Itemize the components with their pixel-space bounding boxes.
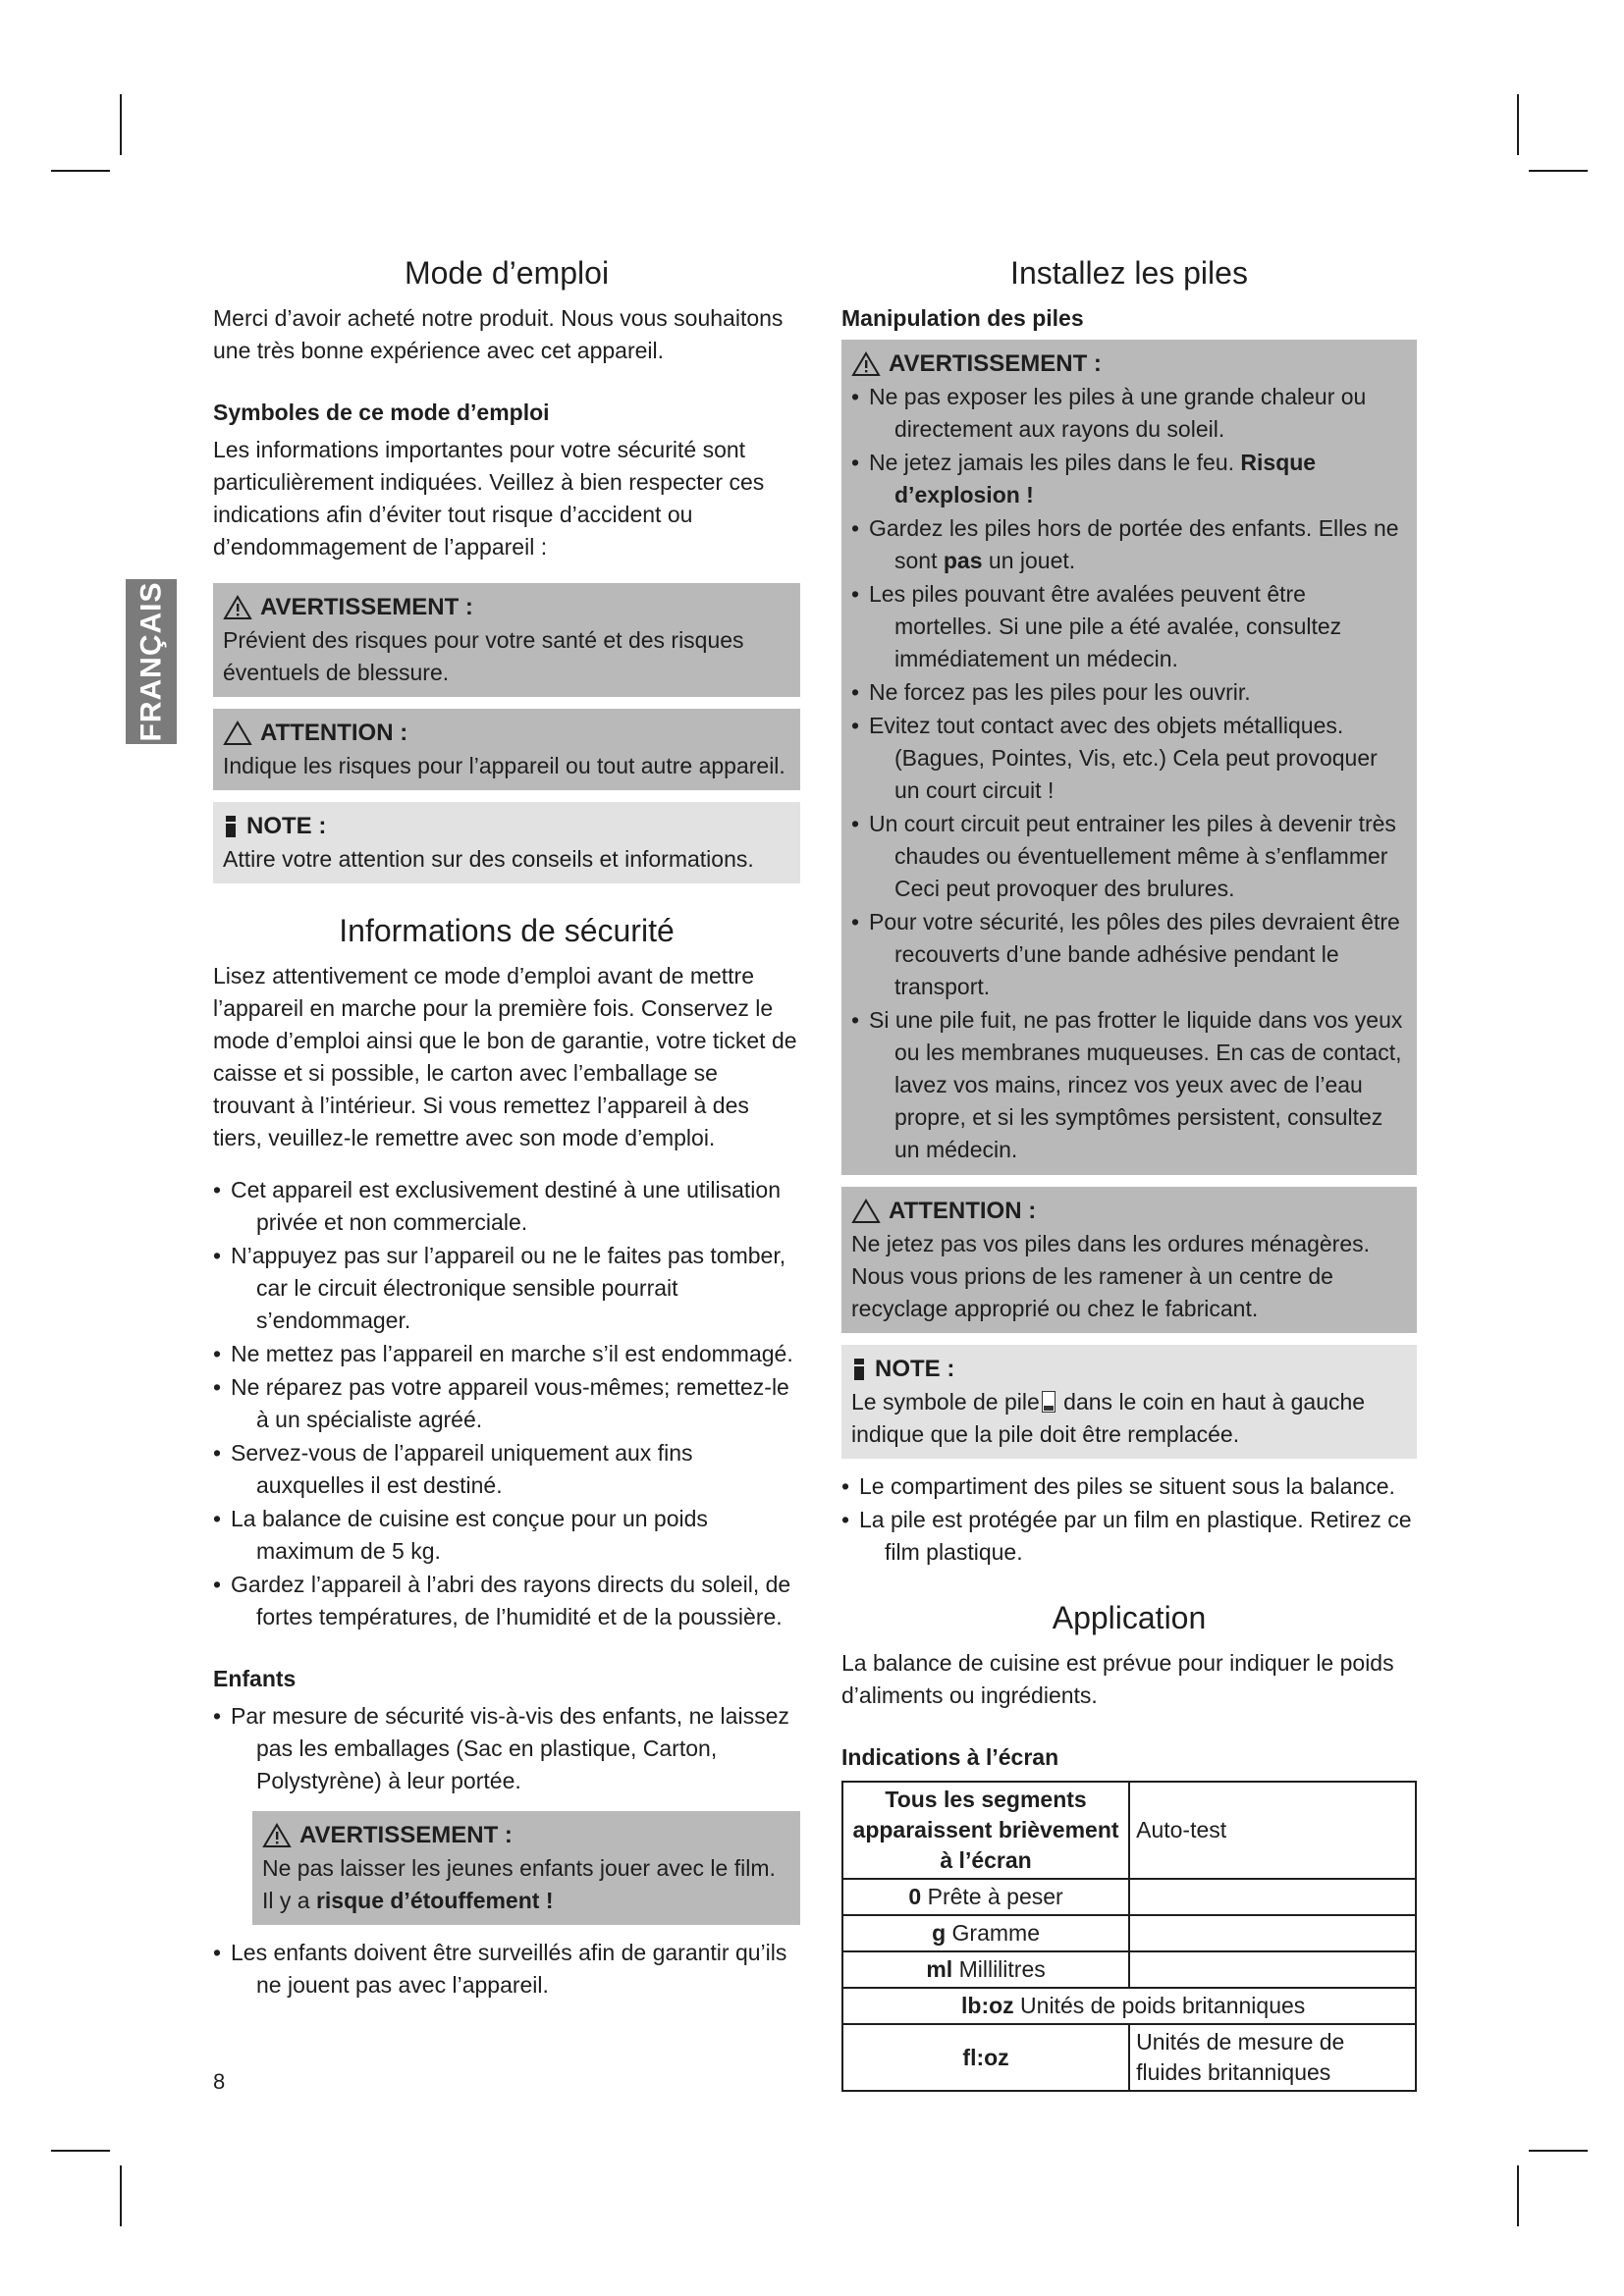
application-text: La balance de cuisine est prévue pour indiquer le poids d’aliments ou ingrédients. <box>841 1650 1394 1708</box>
display-symbol: Tous les segments apparaissent brièvement à l’écran <box>852 1787 1119 1873</box>
table-cell-symbol <box>842 1782 1129 1879</box>
list-item: • N’appuyez pas sur l’appareil ou ne le faites pas tomber, car le circuit électronique sensible pourrait s’endommager. <box>213 1240 800 1337</box>
display-heading: Indications à l’écran <box>841 1744 1059 1770</box>
table-cell-desc: Unités de mesure de fluides britanniques <box>1129 2024 1416 2091</box>
warning-box <box>213 583 800 697</box>
list-item: • Si une pile fuit, ne pas frotter le liquide dans vos yeux ou les membranes muqueuses. En cas de contact, lavez vos mains, rincez vos yeux avec de l’eau propre, et si les symptômes persistent, consultez un médecin. <box>851 1004 1407 1166</box>
table-row <box>842 1951 1416 1988</box>
list-item: • Un court circuit peut entrainer les piles à devenir très chaudes ou éventuellement même à s’enflammer Ceci peut provoquer des brulures. <box>851 808 1407 905</box>
table-cell-desc <box>1129 1915 1416 1951</box>
crop-mark <box>120 2165 122 2226</box>
warning-title: AVERTISSEMENT : <box>260 594 473 620</box>
list-item-text: Gardez les piles hors de portée des enfants. Elles ne sont <box>869 515 1399 573</box>
children-warning-paragraph <box>262 1852 790 1917</box>
display-label: Gramme <box>946 1920 1040 1946</box>
language-tab-label: FRANÇAIS <box>135 581 167 742</box>
list-item: • La pile est protégée par un film en plastique. Retirez ce film plastique. <box>841 1504 1417 1569</box>
table-cell-symbol <box>842 2024 1129 2091</box>
batteries-title: Installez les piles <box>1010 255 1248 291</box>
table-cell-symbol <box>842 1951 1129 1988</box>
battery-attention-title: ATTENTION : <box>889 1198 1037 1224</box>
list-item: • Par mesure de sécurité vis-à-vis des enfants, ne laissez pas les emballages (Sac en plastique, Carton, Polystyrène) à leur portée. <box>213 1700 800 1797</box>
attention-title: ATTENTION : <box>260 720 408 746</box>
list-item-bold: pas <box>943 548 983 573</box>
children-warning-box <box>252 1811 800 1925</box>
attention-triangle-icon <box>223 721 252 746</box>
table-cell-symbol <box>842 1988 1416 2024</box>
battery-warning-title: AVERTISSEMENT : <box>889 350 1102 377</box>
battery-warning-title-row <box>851 347 1407 381</box>
battery-attention-box <box>841 1187 1417 1333</box>
children-warning-title-row <box>262 1819 790 1852</box>
crop-mark <box>1517 2165 1519 2226</box>
table-row <box>842 1988 1416 2024</box>
crop-mark <box>120 94 122 155</box>
handling-heading: Manipulation des piles <box>841 305 1084 331</box>
display-symbol: g <box>932 1920 947 1946</box>
children-heading: Enfants <box>213 1666 297 1691</box>
battery-note-text: dans le coin en haut à gauche indique que la pile doit être remplacée. <box>851 1389 1366 1447</box>
symbols-heading: Symboles de ce mode d’emploi <box>213 400 550 425</box>
list-item: • Le compartiment des piles se situent sous la balance. <box>841 1470 1417 1503</box>
attention-text: Indique les risques pour l’appareil ou tout autre appareil. <box>223 753 785 778</box>
table-row <box>842 2024 1416 2091</box>
list-item-text: Ne jetez jamais les piles dans le feu. <box>869 450 1241 475</box>
list-item: • Servez-vous de l’appareil uniquement aux fins auxquelles il est destiné. <box>213 1437 800 1502</box>
display-table <box>841 1781 1417 2092</box>
note-text: Attire votre attention sur des conseils et informations. <box>223 846 754 872</box>
battery-icon <box>1042 1391 1056 1413</box>
list-item: • Ne mettez pas l’appareil en marche s’il est endommagé. <box>213 1338 800 1370</box>
attention-title-row <box>223 717 790 750</box>
list-item: • Ne forcez pas les piles pour les ouvrir. <box>851 676 1407 709</box>
manual-title: Mode d’emploi <box>404 255 610 291</box>
table-cell-desc <box>1129 1879 1416 1915</box>
intro-text: Merci d’avoir acheté notre produit. Nous vous souhaitons une très bonne expérience avec cet appareil. <box>213 305 784 363</box>
warning-text: Prévient des risques pour votre santé et des risques éventuels de blessure. <box>223 627 744 685</box>
safety-list <box>213 1174 800 1633</box>
page-number: 8 <box>213 2069 226 2094</box>
warning-title-row <box>223 591 790 624</box>
battery-items-list <box>841 1470 1417 1569</box>
table-cell-symbol <box>842 1915 1129 1951</box>
warning-triangle-icon <box>262 1823 292 1848</box>
left-column <box>213 253 800 2002</box>
note-box <box>213 802 800 883</box>
table-cell-desc <box>1129 1951 1416 1988</box>
note-title: NOTE : <box>246 813 327 839</box>
display-symbol: lb:oz <box>961 1993 1014 2018</box>
children-list <box>213 1700 800 1797</box>
list-item: • Ne pas exposer les piles à une grande chaleur ou directement aux rayons du soleil. <box>851 381 1407 446</box>
crop-mark <box>51 170 110 172</box>
table-cell-desc: Auto-test <box>1129 1782 1416 1879</box>
list-item-text: un jouet. <box>982 548 1076 573</box>
battery-warning-list <box>851 381 1407 1166</box>
battery-warning-box <box>841 340 1417 1175</box>
battery-attention-title-row <box>851 1195 1407 1228</box>
crop-mark <box>1529 170 1588 172</box>
battery-note-text: Le symbole de pile <box>851 1389 1040 1415</box>
display-symbol: 0 <box>908 1884 922 1909</box>
display-symbol: fl:oz <box>962 2044 1009 2070</box>
language-tab <box>126 579 177 744</box>
crop-mark <box>1517 94 1519 155</box>
attention-triangle-icon <box>851 1199 881 1224</box>
display-label: Unités de poids britanniques <box>1013 1993 1306 2018</box>
warning-triangle-icon <box>851 351 881 377</box>
list-item: • Ne réparez pas votre appareil vous-mêmes; remettez-le à un spécialiste agréé. <box>213 1371 800 1436</box>
symbols-text: Les informations importantes pour votre sécurité sont particulièrement indiquées. Veillez à bien respecter ces indications afin d’éviter tout risque d’accident ou d’endommagement de l’appareil : <box>213 437 765 560</box>
table-row <box>842 1782 1416 1879</box>
display-symbol: ml <box>926 1956 953 1982</box>
battery-note-title-row <box>851 1353 1407 1386</box>
children-warning-title: AVERTISSEMENT : <box>299 1822 513 1848</box>
list-item <box>851 447 1407 511</box>
application-title: Application <box>1052 1600 1207 1635</box>
list-item: • Gardez l’appareil à l’abri des rayons directs du soleil, de fortes températures, de l’humidité et de la poussière. <box>213 1569 800 1633</box>
warning-triangle-icon <box>223 595 252 620</box>
battery-note-box <box>841 1345 1417 1459</box>
safety-title: Informations de sécurité <box>339 913 675 948</box>
table-row <box>842 1915 1416 1951</box>
children-list-2 <box>213 1937 800 2002</box>
battery-note-title: NOTE : <box>875 1356 955 1382</box>
display-label: Millilitres <box>952 1956 1046 1982</box>
note-title-row <box>223 810 790 843</box>
attention-box <box>213 709 800 790</box>
display-label: Prête à peser <box>921 1884 1063 1909</box>
list-item: • Les enfants doivent être surveillés afin de garantir qu’ils ne jouent pas avec l’appareil. <box>213 1937 800 2002</box>
battery-note-paragraph <box>851 1386 1407 1451</box>
list-item: • La balance de cuisine est conçue pour un poids maximum de 5 kg. <box>213 1503 800 1568</box>
children-warning-bold: risque d’étouffement ! <box>315 1888 554 1913</box>
safety-text: Lisez attentivement ce mode d’emploi avant de mettre l’appareil en marche pour la première fois. Conservez le mode d’emploi ainsi que le bon de garantie, votre ticket de caisse et si possible, le carton avec l’emballage se trouvant à l’intérieur. Si vous remettez l’appareil à des tiers, veuillez-le remettre avec son mode d’emploi. <box>213 963 797 1150</box>
crop-mark <box>51 2150 110 2152</box>
table-cell-symbol <box>842 1879 1129 1915</box>
list-item: • Les piles pouvant être avalées peuvent être mortelles. Si une pile a été avalée, consultez immédiatement un médecin. <box>851 578 1407 675</box>
list-item-bold: Risque d’explosion ! <box>894 450 1317 507</box>
crop-mark <box>1529 2150 1588 2152</box>
list-item: • Evitez tout contact avec des objets métalliques. (Bagues, Pointes, Vis, etc.) Cela peut provoquer un court circuit ! <box>851 710 1407 807</box>
info-icon <box>851 1357 867 1382</box>
info-icon <box>223 814 239 839</box>
children-warning-text: Ne pas laisser les jeunes enfants jouer avec le film. Il y a <box>262 1855 776 1913</box>
right-column <box>841 253 1417 2092</box>
list-item: • Pour votre sécurité, les pôles des piles devraient être recouverts d’une bande adhésive pendant le transport. <box>851 906 1407 1003</box>
table-row <box>842 1879 1416 1915</box>
battery-attention-text: Ne jetez pas vos piles dans les ordures ménagères. Nous vous prions de les ramener à un centre de recyclage approprié ou chez le fabricant. <box>851 1231 1371 1321</box>
list-item: • Cet appareil est exclusivement destiné à une utilisation privée et non commerciale. <box>213 1174 800 1239</box>
list-item <box>851 512 1407 577</box>
